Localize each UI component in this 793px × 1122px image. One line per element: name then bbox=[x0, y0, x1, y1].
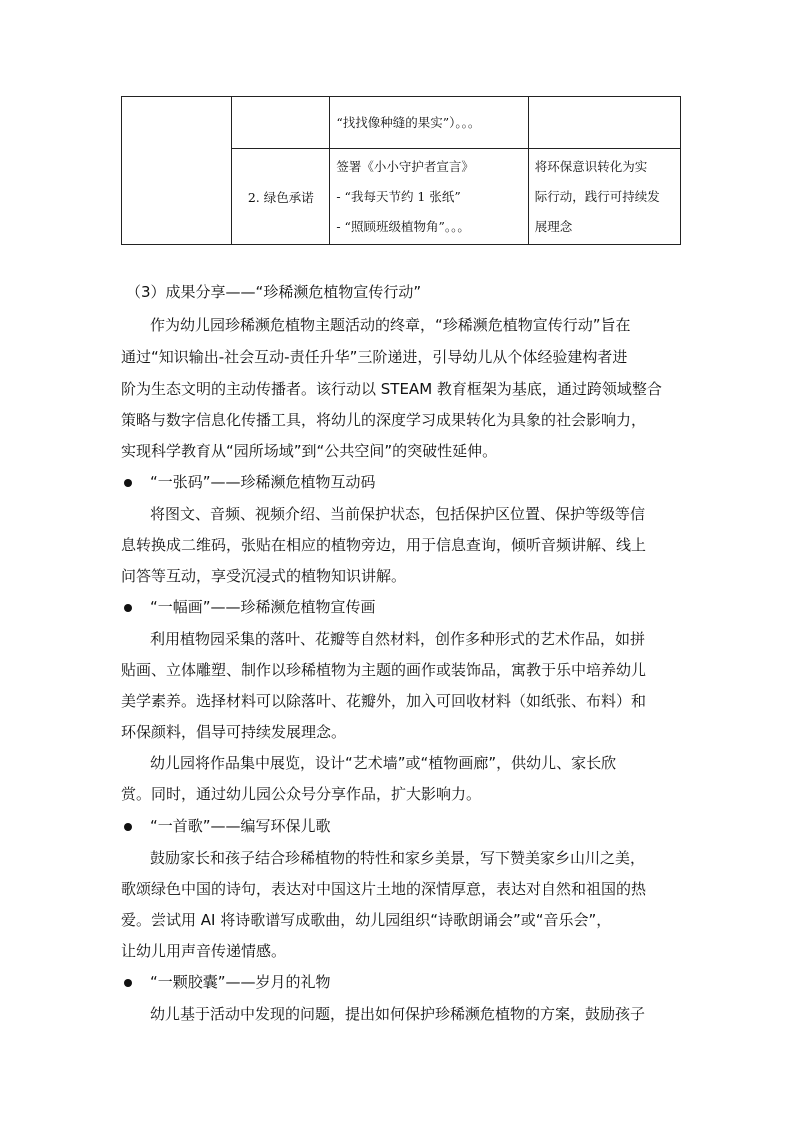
paragraph-line: 通过“知识输出-社会互动-责任升华”三阶递进，引导幼儿从个体经验建构者进 bbox=[121, 348, 628, 366]
paragraph-line: 问答等互动，享受沉浸式的植物知识讲解。 bbox=[121, 567, 407, 585]
table-cell-content bbox=[330, 97, 528, 149]
cell-line: “找找像种缝的果实”）。。。 bbox=[336, 114, 481, 130]
bullet-title: “一首歌”——编写环保儿歌 bbox=[150, 817, 331, 835]
table-cell-content bbox=[330, 149, 528, 245]
bullet-icon bbox=[124, 479, 132, 487]
paragraph-line: 爱。尝试用 AI 将诗歌谱写成歌曲，幼儿园组织“诗歌朗诵会”或“音乐会”， bbox=[121, 911, 612, 929]
paragraph-line: 幼儿基于活动中发现的问题，提出如何保护珍稀濒危植物的方案，鼓励孩子 bbox=[150, 1005, 646, 1023]
bullet-title: “一幅画”——珍稀濒危植物宣传画 bbox=[150, 598, 376, 616]
item-label: 2. 绿色承诺 bbox=[247, 189, 314, 205]
paragraph-line: 贴画、立体雕塑、制作以珍稀植物为主题的画作或装饰品，寓教于乐中培养幼儿 bbox=[121, 661, 647, 679]
cell-line: - “我每天节约 1 张纸” bbox=[336, 188, 461, 204]
paragraph-line: 实现科学教育从“园所场域”到“公共空间”的突破性延伸。 bbox=[121, 442, 498, 460]
table-cell-empty bbox=[232, 97, 330, 149]
cell-line: 将环保意识转化为实 bbox=[534, 158, 648, 174]
paragraph-line: 阶为生态文明的主动传播者。该行动以 STEAM 教育框架为基底，通过跨领域整合 bbox=[121, 380, 662, 398]
activity-table bbox=[121, 96, 681, 245]
table-row bbox=[122, 97, 681, 149]
paragraph-line: 赏。同时，通过幼儿园公众号分享作品，扩大影响力。 bbox=[121, 785, 482, 803]
table-cell-item bbox=[232, 149, 330, 245]
paragraph-line: 美学素养。选择材料可以除落叶、花瓣外，加入可回收材料（如纸张、布料）和 bbox=[121, 692, 647, 710]
paragraph-line: 歌颂绿色中国的诗句，表达对中国这片土地的深情厚意，表达对自然和祖国的热 bbox=[121, 880, 647, 898]
paragraph-line: 幼儿园将作品集中展览，设计“艺术墙”或“植物画廊”，供幼儿、家长欣 bbox=[150, 754, 617, 772]
cell-line: 签署《小小守护者宣言》 bbox=[336, 158, 474, 174]
paragraph-line: 策略与数字信息化传播工具，将幼儿的深度学习成果转化为具象的社会影响力， bbox=[121, 411, 647, 429]
paragraph-line: 将图文、音频、视频介绍、当前保护状态，包括保护区位置、保护等级等信 bbox=[150, 505, 646, 523]
table-cell-empty bbox=[122, 97, 232, 245]
paragraph-line: 利用植物园采集的落叶、花瓣等自然材料，创作多种形式的艺术作品，如拼 bbox=[150, 630, 646, 648]
cell-line: - “照顾班级植物角”。。。 bbox=[336, 218, 470, 234]
paragraph-line: 环保颜料，倡导可持续发展理念。 bbox=[121, 723, 347, 741]
bullet-icon bbox=[124, 604, 132, 612]
section-heading: （3）成果分享——“珍稀濒危植物宣传行动” bbox=[126, 283, 422, 301]
table-cell-goal bbox=[528, 149, 680, 245]
paragraph-line: 息转换成二维码，张贴在相应的植物旁边，用于信息查询，倾听音频讲解、线上 bbox=[121, 536, 647, 554]
bullet-icon bbox=[124, 979, 132, 987]
paragraph-line: 作为幼儿园珍稀濒危植物主题活动的终章，“珍稀濒危植物宣传行动”旨在 bbox=[150, 316, 631, 334]
bullet-title: “一颗胶囊”——岁月的礼物 bbox=[150, 973, 331, 991]
bullet-title: “一张码”——珍稀濒危植物互动码 bbox=[150, 473, 376, 491]
table-cell-empty bbox=[528, 97, 680, 149]
paragraph-line: 鼓励家长和孩子结合珍稀植物的特性和家乡美景，写下赞美家乡山川之美， bbox=[150, 849, 646, 867]
bullet-icon bbox=[124, 823, 132, 831]
paragraph-line: 让幼儿用声音传递情感。 bbox=[121, 942, 287, 960]
cell-line: 际行动，践行可持续发 bbox=[534, 188, 660, 204]
cell-line: 展理念 bbox=[534, 218, 573, 234]
